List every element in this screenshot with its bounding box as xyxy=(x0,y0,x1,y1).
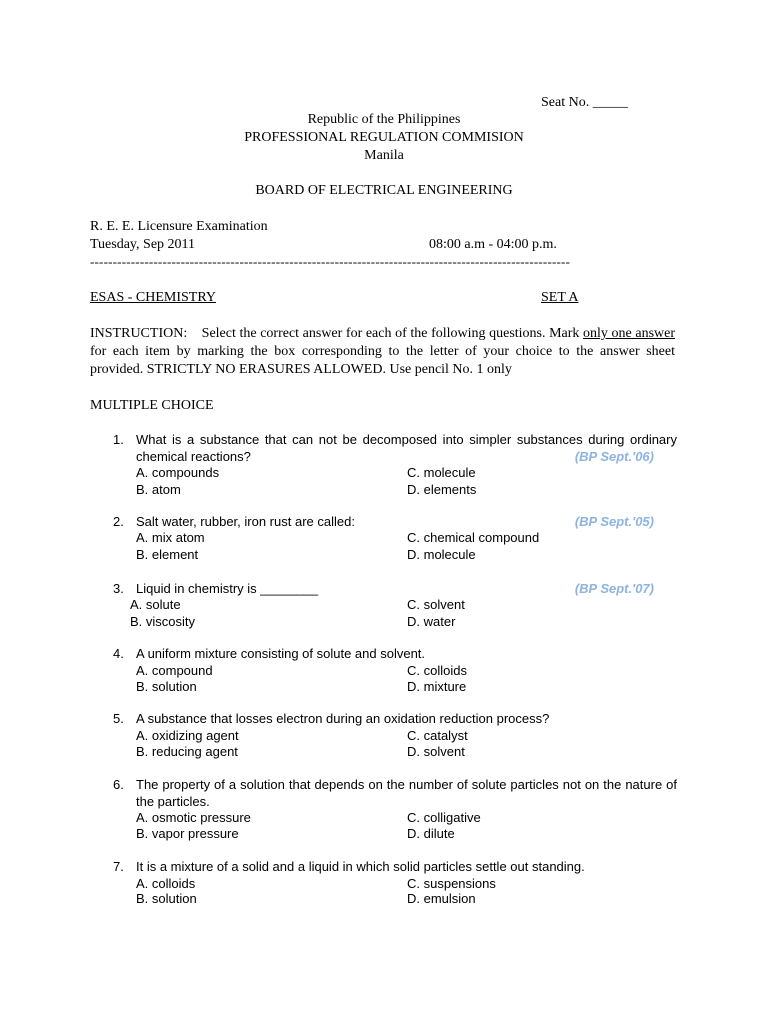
option-b: B. reducing agent xyxy=(136,744,238,759)
seat-number: Seat No. _____ xyxy=(541,95,628,110)
option-c: C. molecule xyxy=(407,465,476,480)
question-text: A uniform mixture consisting of solute and solvent. xyxy=(136,646,426,661)
question-7 xyxy=(113,859,677,876)
option-b: B. atom xyxy=(136,482,181,497)
option-b: B. viscosity xyxy=(130,614,196,629)
option-a: A. colloids xyxy=(136,876,196,891)
option-c: C. colligative xyxy=(407,810,481,825)
question-6 xyxy=(113,777,677,810)
option-d: D. mixture xyxy=(407,679,467,694)
exam-title: R. E. E. Licensure Examination xyxy=(90,219,268,234)
option-c: C. solvent xyxy=(407,597,465,612)
set-label: SET A xyxy=(541,290,579,305)
question-4 xyxy=(113,646,677,663)
option-d: D. molecule xyxy=(407,547,476,562)
question-number: 3. xyxy=(113,581,124,596)
option-d: D. emulsion xyxy=(407,891,476,906)
question-2 xyxy=(113,514,677,531)
question-number: 1. xyxy=(113,432,124,447)
exam-time: 08:00 a.m - 04:00 p.m. xyxy=(429,237,557,252)
question-reference: (BP Sept.'06) xyxy=(574,448,654,464)
question-1 xyxy=(113,432,677,465)
option-a: A. compound xyxy=(136,663,213,678)
option-c: C. chemical compound xyxy=(407,530,540,545)
option-d: D. water xyxy=(407,614,456,629)
section-title: MULTIPLE CHOICE xyxy=(90,398,214,413)
option-b: B. solution xyxy=(136,891,197,906)
option-a: A. solute xyxy=(130,597,181,612)
city-line: Manila xyxy=(364,148,404,163)
instruction-paragraph xyxy=(90,325,675,379)
option-c: C. catalyst xyxy=(407,728,468,743)
option-b: B. element xyxy=(136,547,199,562)
option-a: A. compounds xyxy=(136,465,220,480)
question-text: What is a substance that can not be decomposed into simpler substances during ordinary chemical reactions? xyxy=(136,432,677,464)
commission-line: PROFESSIONAL REGULATION COMMISION xyxy=(244,130,524,145)
instruction-text-2: for each item by marking the box corresponding to the letter of your choice to the answer sheet provided. STRICTLY NO ERASURES ALLOWED. Use pencil No. 1 only xyxy=(90,344,675,377)
question-reference: (BP Sept.'07) xyxy=(574,581,654,596)
question-text: Liquid in chemistry is ________ xyxy=(136,581,319,596)
exam-date: Tuesday, Sep 2011 xyxy=(90,237,196,252)
question-5 xyxy=(113,711,677,728)
question-3 xyxy=(113,581,677,598)
question-text: A substance that losses electron during an oxidation reduction process? xyxy=(136,711,550,726)
question-number: 5. xyxy=(113,711,124,726)
option-b: B. solution xyxy=(136,679,197,694)
option-a: A. mix atom xyxy=(136,530,205,545)
option-a: A. oxidizing agent xyxy=(136,728,239,743)
instruction-text-1: Select the correct answer for each of the following questions. Mark xyxy=(201,326,584,341)
instruction-label: INSTRUCTION: xyxy=(90,326,188,341)
option-c: C. colloids xyxy=(407,663,467,678)
option-a: A. osmotic pressure xyxy=(136,810,251,825)
question-text: It is a mixture of a solid and a liquid in which solid particles settle out standing. xyxy=(136,859,585,874)
option-d: D. elements xyxy=(407,482,477,497)
board-title: BOARD OF ELECTRICAL ENGINEERING xyxy=(255,183,513,198)
divider-line: ---------------------------------------------------------------------------------------------------------- xyxy=(90,254,571,269)
question-number: 7. xyxy=(113,859,124,874)
republic-line: Republic of the Philippines xyxy=(307,112,461,127)
instruction-underlined: only one answer xyxy=(583,326,676,341)
option-d: D. solvent xyxy=(407,744,465,759)
option-c: C. suspensions xyxy=(407,876,496,891)
option-d: D. dilute xyxy=(407,826,455,841)
question-text: The property of a solution that depends on the number of solute particles not on the nature of the particles. xyxy=(136,777,677,809)
subject-title: ESAS - CHEMISTRY xyxy=(90,290,217,305)
question-number: 2. xyxy=(113,514,124,529)
question-reference: (BP Sept.'05) xyxy=(574,514,654,529)
question-text: Salt water, rubber, iron rust are called: xyxy=(136,514,355,529)
question-number: 6. xyxy=(113,777,124,792)
question-number: 4. xyxy=(113,646,124,661)
option-b: B. vapor pressure xyxy=(136,826,239,841)
